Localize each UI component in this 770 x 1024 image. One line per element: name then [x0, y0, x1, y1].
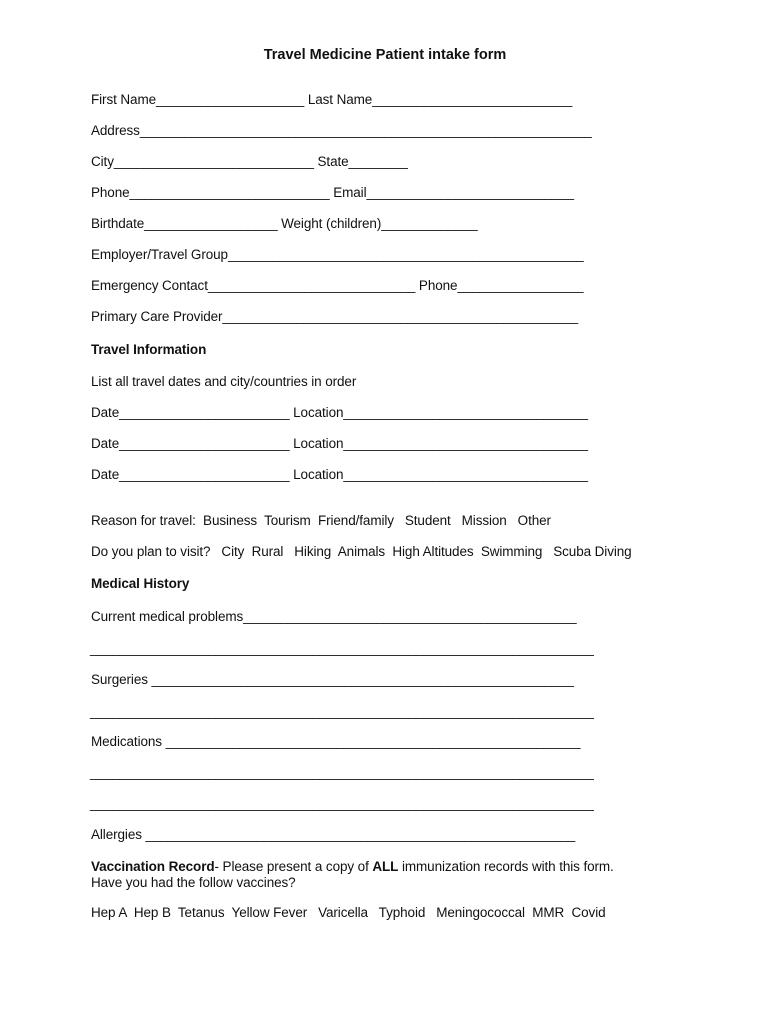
blank-field-line[interactable]: ____________________________________________________________________ [90, 704, 594, 719]
city-state-field-line[interactable]: City___________________________ State________ [91, 154, 408, 169]
vaccines-question: Have you had the follow vaccines? [91, 875, 296, 890]
birthdate-weight-field-line[interactable]: Birthdate__________________ Weight (children)_____________ [91, 216, 478, 231]
emergency-contact-field-line[interactable]: Emergency Contact____________________________ Phone_________________ [91, 278, 584, 293]
blank-field-line[interactable]: ____________________________________________________________________ [90, 796, 594, 811]
name-field-line[interactable]: First Name____________________ Last Name___________________________ [91, 92, 573, 107]
travel-date-location-line[interactable]: Date_______________________ Location_________________________________ [91, 467, 588, 482]
plan-to-visit-options[interactable]: Do you plan to visit? City Rural Hiking Animals High Altitudes Swimming Scuba Diving [91, 544, 632, 559]
employer-field-line[interactable]: Employer/Travel Group________________________________________________ [91, 247, 584, 262]
travel-date-location-line[interactable]: Date_______________________ Location_________________________________ [91, 405, 588, 420]
allergies-field-line[interactable]: Allergies __________________________________________________________ [91, 827, 576, 842]
form-title: Travel Medicine Patient intake form [263, 47, 507, 63]
vaccination-emphasis: ALL [372, 859, 399, 874]
phone-email-field-line[interactable]: Phone___________________________ Email____________________________ [91, 185, 574, 200]
travel-date-location-line[interactable]: Date_______________________ Location_________________________________ [91, 436, 588, 451]
blank-field-line[interactable]: ____________________________________________________________________ [90, 641, 594, 656]
vaccination-record-label: Vaccination Record [91, 859, 215, 874]
reason-for-travel-options[interactable]: Reason for travel: Business Tourism Friend/family Student Mission Other [91, 513, 551, 528]
vaccination-text-1: - Please present a copy of [214, 859, 373, 874]
vaccine-options[interactable]: Hep A Hep B Tetanus Yellow Fever Varicella Typhoid Meningococcal MMR Covid [91, 905, 606, 920]
vaccination-text-2: immunization records with this form. [398, 859, 614, 874]
surgeries-field-line[interactable]: Surgeries _________________________________________________________ [91, 672, 574, 687]
medical-problems-field-line[interactable]: Current medical problems_____________________________________________ [91, 609, 577, 624]
travel-info-heading: Travel Information [91, 342, 207, 357]
travel-instruction: List all travel dates and city/countries in order [91, 374, 357, 389]
primary-care-field-line[interactable]: Primary Care Provider________________________________________________ [91, 309, 579, 324]
medical-history-heading: Medical History [91, 576, 190, 591]
blank-field-line[interactable]: ____________________________________________________________________ [90, 765, 594, 780]
address-field-line[interactable]: Address_____________________________________________________________ [91, 123, 592, 138]
medications-field-line[interactable]: Medications ________________________________________________________ [91, 734, 581, 749]
